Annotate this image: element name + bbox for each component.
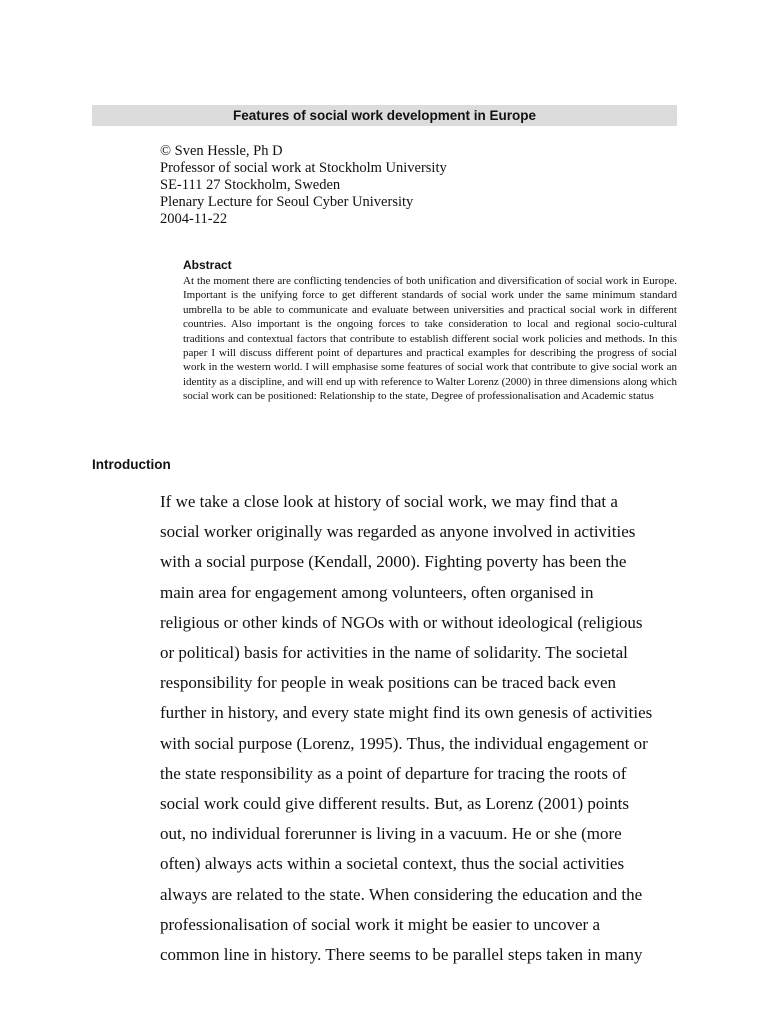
introduction-body: [160, 487, 680, 970]
author-address: SE-111 27 Stockholm, Sweden: [160, 177, 341, 193]
body-line: often) always acts within a societal context, thus the social activities: [160, 854, 625, 874]
body-line: social work could give different results. But, as Lorenz (2001) points: [160, 794, 629, 814]
author-date: 2004-11-22: [160, 211, 228, 227]
body-line: with a social purpose (Kendall, 2000). Fighting poverty has been the: [160, 552, 627, 572]
body-line: out, no individual forerunner is living in a vacuum. He or she (more: [160, 824, 622, 844]
author-position: Professor of social work at Stockholm University: [160, 160, 447, 176]
abstract-text: At the moment there are conflicting tendencies of both unification and diversification of social work in Europe. Important is the unifying force to get different standards of social work under the same minimum standard umbrella to be able to communicate and evaluate between universities and practical social work in different countries. Also important is the ongoing forces to take consideration to local and regional socio-cultural traditions and contextual factors that contribute to establish different social work policies and methods. In this paper I will discuss different point of departures and practical examples for describing the progress of social work in the western world. I will emphasise some features of social work that contribute to give social work an identity as a discipline, and will end up with reference to Walter Lorenz (2000) in three dimensions along which social work can be positioned: Relationship to the state, Degree of professionalisation and Academic status: [183, 275, 677, 403]
body-line: or political) basis for activities in the name of solidarity. The societal: [160, 643, 628, 663]
abstract-heading: Abstract: [183, 258, 232, 272]
body-line: professionalisation of social work it might be easier to uncover a: [160, 914, 600, 934]
author-lecture: Plenary Lecture for Seoul Cyber University: [160, 194, 414, 210]
body-line: social worker originally was regarded as anyone involved in activities: [160, 522, 636, 542]
body-line: further in history, and every state might find its own genesis of activities: [160, 703, 653, 723]
body-line: common line in history. There seems to be parallel steps taken in many: [160, 945, 643, 965]
body-line: with social purpose (Lorenz, 1995). Thus, the individual engagement or: [160, 733, 648, 753]
body-line: the state responsibility as a point of departure for tracing the roots of: [160, 763, 627, 783]
introduction-heading: Introduction: [92, 457, 171, 472]
author-block: [160, 143, 447, 228]
document-title: Features of social work development in Europe: [92, 105, 677, 126]
body-line: If we take a close look at history of social work, we may find that a: [160, 492, 618, 511]
body-line: religious or other kinds of NGOs with or without ideological (religious: [160, 612, 643, 632]
body-line: always are related to the state. When considering the education and the: [160, 884, 643, 904]
body-line: main area for engagement among volunteers, often organised in: [160, 582, 594, 602]
author-copyright: © Sven Hessle, Ph D: [160, 143, 283, 159]
body-line: responsibility for people in weak positions can be traced back even: [160, 673, 617, 693]
